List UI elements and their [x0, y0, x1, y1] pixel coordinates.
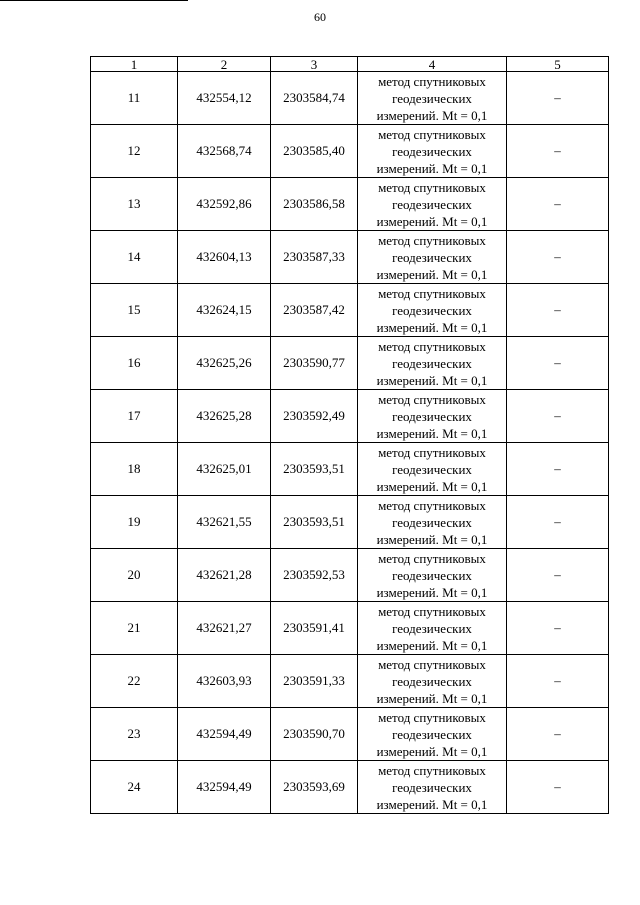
method-line: геодезических: [392, 620, 472, 636]
method-line: измерений. Mt = 0,1: [376, 796, 488, 812]
point-number-cell: 23: [91, 708, 178, 761]
method-line: метод спутниковых: [378, 232, 486, 248]
note-cell: –: [507, 708, 609, 761]
method-line: измерений. Mt = 0,1: [376, 160, 488, 176]
note-cell: –: [507, 443, 609, 496]
note-cell: –: [507, 655, 609, 708]
table-row: [91, 125, 609, 178]
point-number-cell: 19: [91, 496, 178, 549]
method-line: геодезических: [392, 143, 472, 159]
x-coordinate-cell: 432604,13: [178, 231, 271, 284]
column-header: 4: [358, 57, 507, 72]
x-coordinate-cell: 432554,12: [178, 72, 271, 125]
method-line: геодезических: [392, 779, 472, 795]
table-row: [91, 284, 609, 337]
header-rule: [0, 0, 188, 1]
method-line: измерений. Mt = 0,1: [376, 425, 488, 441]
y-coordinate-cell: 2303593,51: [271, 443, 358, 496]
table-row: [91, 231, 609, 284]
note-cell: –: [507, 337, 609, 390]
method-line: метод спутниковых: [378, 709, 486, 725]
method-line: геодезических: [392, 514, 472, 530]
method-line: метод спутниковых: [378, 285, 486, 301]
method-cell: [358, 125, 507, 178]
column-header: 5: [507, 57, 609, 72]
x-coordinate-cell: 432624,15: [178, 284, 271, 337]
method-line: геодезических: [392, 355, 472, 371]
coordinates-table: [90, 56, 609, 814]
method-line: измерений. Mt = 0,1: [376, 478, 488, 494]
note-cell: –: [507, 72, 609, 125]
method-line: измерений. Mt = 0,1: [376, 266, 488, 282]
point-number-cell: 18: [91, 443, 178, 496]
method-line: измерений. Mt = 0,1: [376, 107, 488, 123]
table-row: [91, 443, 609, 496]
page-number: 60: [314, 10, 326, 24]
method-cell: [358, 390, 507, 443]
y-coordinate-cell: 2303590,70: [271, 708, 358, 761]
method-line: измерений. Mt = 0,1: [376, 372, 488, 388]
note-cell: –: [507, 284, 609, 337]
y-coordinate-cell: 2303593,51: [271, 496, 358, 549]
point-number-cell: 11: [91, 72, 178, 125]
table-body: [91, 72, 609, 814]
method-cell: [358, 655, 507, 708]
method-line: геодезических: [392, 461, 472, 477]
method-line: геодезических: [392, 673, 472, 689]
note-cell: –: [507, 549, 609, 602]
table-row: [91, 655, 609, 708]
note-cell: –: [507, 390, 609, 443]
table-row: [91, 496, 609, 549]
method-cell: [358, 337, 507, 390]
method-cell: [358, 178, 507, 231]
method-line: метод спутниковых: [378, 126, 486, 142]
method-line: геодезических: [392, 302, 472, 318]
note-cell: –: [507, 602, 609, 655]
method-cell: [358, 549, 507, 602]
point-number-cell: 12: [91, 125, 178, 178]
x-coordinate-cell: 432625,01: [178, 443, 271, 496]
method-line: измерений. Mt = 0,1: [376, 690, 488, 706]
method-line: метод спутниковых: [378, 762, 486, 778]
method-cell: [358, 231, 507, 284]
method-cell: [358, 443, 507, 496]
table-row: [91, 549, 609, 602]
x-coordinate-cell: 432568,74: [178, 125, 271, 178]
method-line: геодезических: [392, 249, 472, 265]
point-number-cell: 15: [91, 284, 178, 337]
x-coordinate-cell: 432621,55: [178, 496, 271, 549]
method-cell: [358, 72, 507, 125]
method-line: измерений. Mt = 0,1: [376, 743, 488, 759]
method-line: измерений. Mt = 0,1: [376, 531, 488, 547]
x-coordinate-cell: 432594,49: [178, 761, 271, 814]
method-line: измерений. Mt = 0,1: [376, 213, 488, 229]
method-line: геодезических: [392, 90, 472, 106]
method-line: метод спутниковых: [378, 179, 486, 195]
y-coordinate-cell: 2303587,33: [271, 231, 358, 284]
method-line: геодезических: [392, 196, 472, 212]
table-row: [91, 708, 609, 761]
note-cell: –: [507, 496, 609, 549]
note-cell: –: [507, 761, 609, 814]
method-line: геодезических: [392, 408, 472, 424]
y-coordinate-cell: 2303592,53: [271, 549, 358, 602]
table-row: [91, 337, 609, 390]
y-coordinate-cell: 2303591,33: [271, 655, 358, 708]
y-coordinate-cell: 2303587,42: [271, 284, 358, 337]
table-row: [91, 390, 609, 443]
method-line: измерений. Mt = 0,1: [376, 637, 488, 653]
method-line: метод спутниковых: [378, 338, 486, 354]
x-coordinate-cell: 432603,93: [178, 655, 271, 708]
y-coordinate-cell: 2303591,41: [271, 602, 358, 655]
point-number-cell: 20: [91, 549, 178, 602]
table-row: [91, 602, 609, 655]
method-line: измерений. Mt = 0,1: [376, 584, 488, 600]
method-cell: [358, 602, 507, 655]
x-coordinate-cell: 432594,49: [178, 708, 271, 761]
point-number-cell: 22: [91, 655, 178, 708]
column-header: 2: [178, 57, 271, 72]
point-number-cell: 17: [91, 390, 178, 443]
point-number-cell: 16: [91, 337, 178, 390]
table-row: [91, 761, 609, 814]
point-number-cell: 21: [91, 602, 178, 655]
y-coordinate-cell: 2303592,49: [271, 390, 358, 443]
method-line: метод спутниковых: [378, 656, 486, 672]
x-coordinate-cell: 432592,86: [178, 178, 271, 231]
point-number-cell: 13: [91, 178, 178, 231]
method-line: метод спутниковых: [378, 497, 486, 513]
method-line: метод спутниковых: [378, 603, 486, 619]
column-header: 1: [91, 57, 178, 72]
method-cell: [358, 284, 507, 337]
column-header: 3: [271, 57, 358, 72]
method-line: метод спутниковых: [378, 444, 486, 460]
note-cell: –: [507, 125, 609, 178]
header-row: [91, 57, 609, 72]
point-number-cell: 24: [91, 761, 178, 814]
x-coordinate-cell: 432621,28: [178, 549, 271, 602]
table-row: [91, 72, 609, 125]
x-coordinate-cell: 432625,26: [178, 337, 271, 390]
method-cell: [358, 708, 507, 761]
note-cell: –: [507, 178, 609, 231]
method-cell: [358, 496, 507, 549]
method-line: геодезических: [392, 726, 472, 742]
point-number-cell: 14: [91, 231, 178, 284]
note-cell: –: [507, 231, 609, 284]
method-line: метод спутниковых: [378, 73, 486, 89]
x-coordinate-cell: 432621,27: [178, 602, 271, 655]
x-coordinate-cell: 432625,28: [178, 390, 271, 443]
y-coordinate-cell: 2303593,69: [271, 761, 358, 814]
y-coordinate-cell: 2303590,77: [271, 337, 358, 390]
method-line: метод спутниковых: [378, 550, 486, 566]
y-coordinate-cell: 2303584,74: [271, 72, 358, 125]
method-line: геодезических: [392, 567, 472, 583]
y-coordinate-cell: 2303586,58: [271, 178, 358, 231]
method-cell: [358, 761, 507, 814]
table-row: [91, 178, 609, 231]
method-line: метод спутниковых: [378, 391, 486, 407]
y-coordinate-cell: 2303585,40: [271, 125, 358, 178]
method-line: измерений. Mt = 0,1: [376, 319, 488, 335]
